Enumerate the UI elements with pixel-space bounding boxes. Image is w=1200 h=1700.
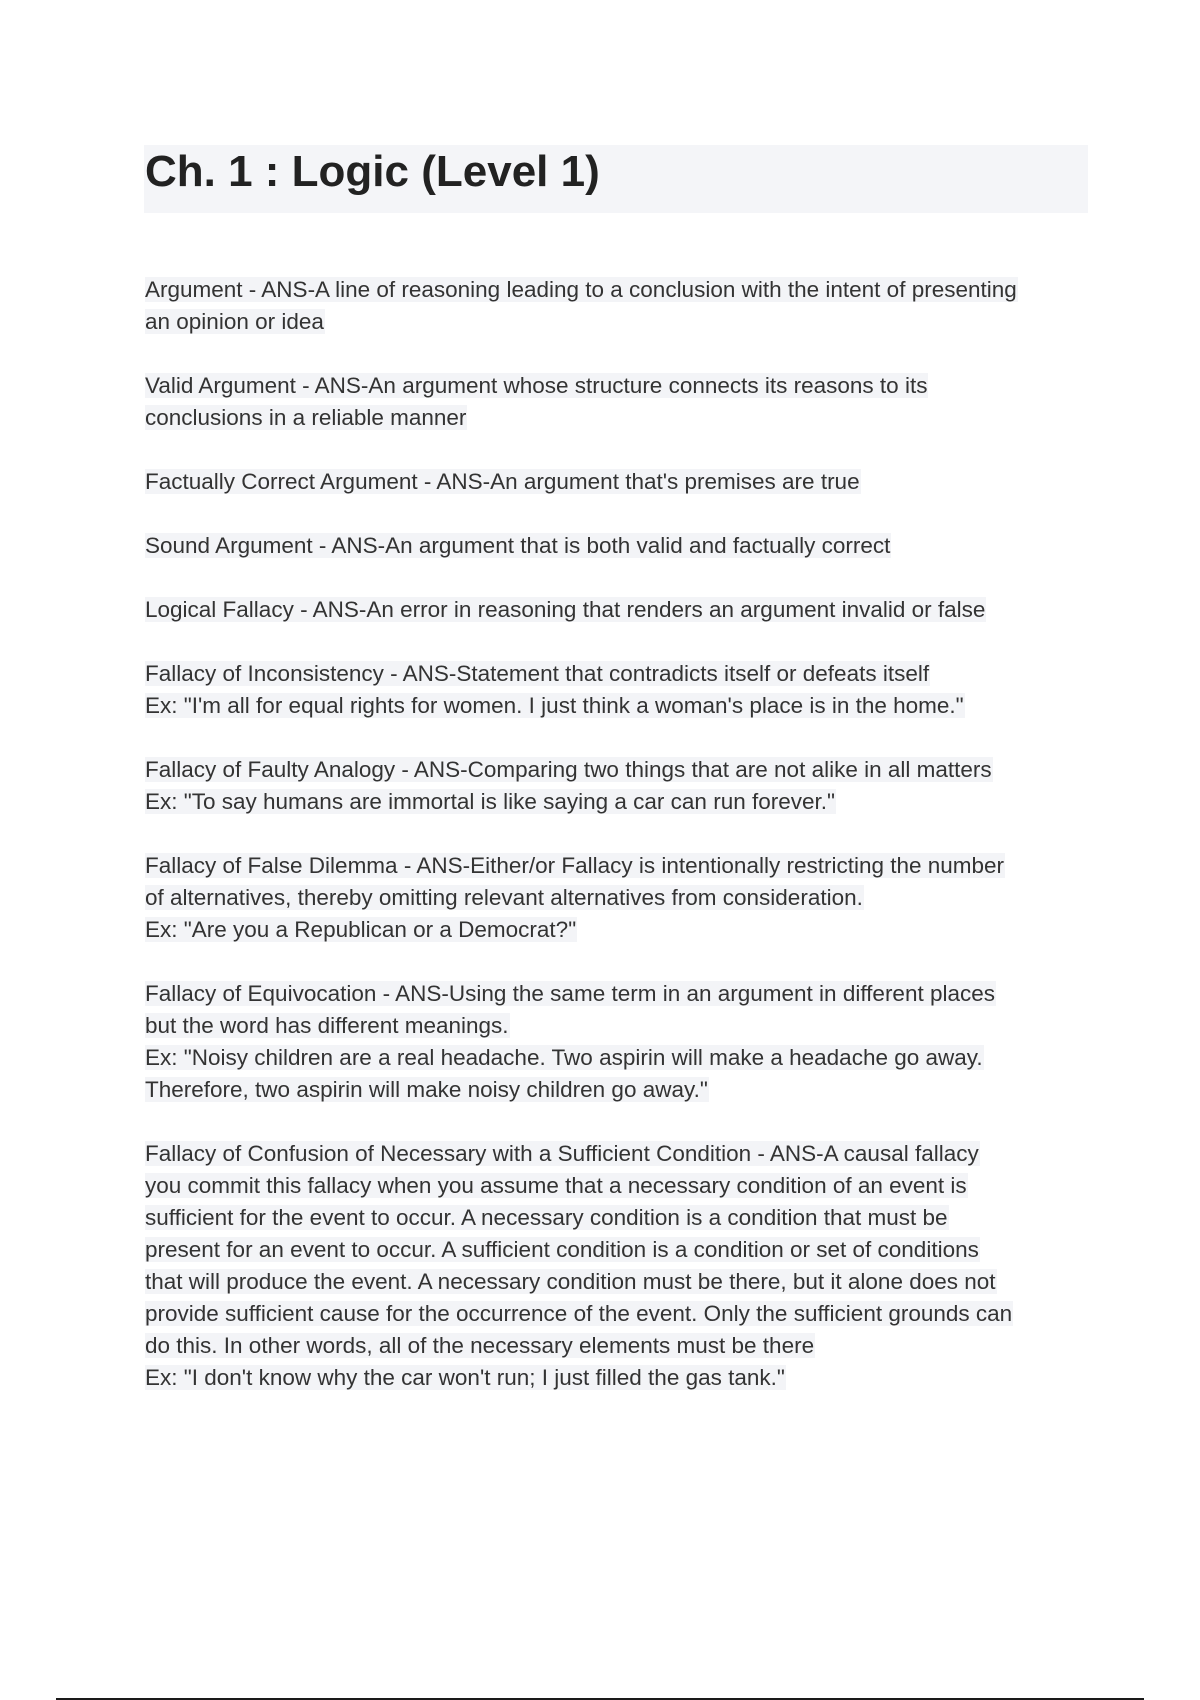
entry-line: Fallacy of Confusion of Necessary with a Sufficient Condition - ANS-A causal fallacy [145,1141,979,1166]
entry-line: an opinion or idea [145,309,324,334]
entry-fallacy-of-faulty-analogy [145,754,1089,818]
entry-line: Ex: "Are you a Republican or a Democrat?" [145,917,577,942]
entry-line: Ex: "To say humans are immortal is like saying a car can run forever." [145,789,835,814]
entry-line: Sound Argument - ANS-An argument that is both valid and factually correct [145,533,891,558]
entry-line: Ex: "I'm all for equal rights for women. I just think a woman's place is in the home." [145,693,964,718]
entry-line: Factually Correct Argument - ANS-An argument that's premises are true [145,469,860,494]
entry-line: conclusions in a reliable manner [145,405,467,430]
page-title: Ch. 1 : Logic (Level 1) [145,147,600,196]
entry-logical-fallacy [145,594,1089,626]
entry-line: provide sufficient cause for the occurrence of the event. Only the sufficient grounds can [145,1301,1013,1326]
entry-line: Fallacy of False Dilemma - ANS-Either/or Fallacy is intentionally restricting the number [145,853,1005,878]
entry-line: sufficient for the event to occur. A necessary condition is a condition that must be [145,1205,948,1230]
entry-line: Therefore, two aspirin will make noisy children go away." [145,1077,708,1102]
entry-line: but the word has different meanings. [145,1013,509,1038]
entry-line: you commit this fallacy when you assume that a necessary condition of an event is [145,1173,967,1198]
entry-fallacy-of-confusion-necessary-sufficient [145,1138,1089,1394]
entry-valid-argument [145,370,1089,434]
entry-line: Valid Argument - ANS-An argument whose structure connects its reasons to its [145,373,928,398]
entry-line: Ex: "I don't know why the car won't run; I just filled the gas tank." [145,1365,785,1390]
entry-line: Logical Fallacy - ANS-An error in reasoning that renders an argument invalid or false [145,597,986,622]
entry-fallacy-of-equivocation [145,978,1089,1106]
entry-line: present for an event to occur. A sufficient condition is a condition or set of conditions [145,1237,979,1262]
entry-line: Fallacy of Inconsistency - ANS-Statement that contradicts itself or defeats itself [145,661,930,686]
entry-line: Fallacy of Equivocation - ANS-Using the same term in an argument in different places [145,981,996,1006]
entry-line: Argument - ANS-A line of reasoning leading to a conclusion with the intent of presenting [145,277,1017,302]
entry-line: of alternatives, thereby omitting relevant alternatives from consideration. [145,885,863,910]
flashcard-list [145,274,1089,1426]
entry-fallacy-of-false-dilemma [145,850,1089,946]
entry-sound-argument [145,530,1089,562]
entry-argument [145,274,1089,338]
entry-line: do this. In other words, all of the necessary elements must be there [145,1333,815,1358]
entry-fallacy-of-inconsistency [145,658,1089,722]
entry-factually-correct-argument [145,466,1089,498]
entry-line: Fallacy of Faulty Analogy - ANS-Comparing two things that are not alike in all matters [145,757,992,782]
entry-line: Ex: "Noisy children are a real headache. Two aspirin will make a headache go away. [145,1045,983,1070]
entry-line: that will produce the event. A necessary condition must be there, but it alone does not [145,1269,996,1294]
